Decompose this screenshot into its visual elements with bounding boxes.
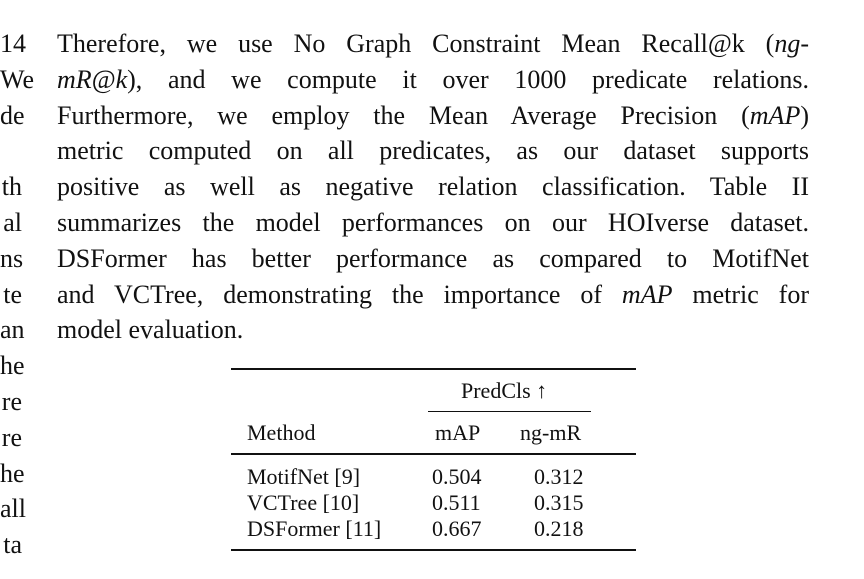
table-col-map: mAP	[435, 420, 481, 445]
paragraph-line	[57, 241, 809, 277]
table-row-ngmr: 0.315	[534, 490, 584, 515]
left-column-fragment: he	[0, 351, 25, 381]
text-run: )	[800, 100, 809, 130]
text-run: DSFormer has better performance as compared to MotifNet	[57, 243, 809, 273]
table-bottom-rule	[231, 549, 636, 551]
italic-term: mAP	[621, 279, 673, 309]
italic-term: mAP	[749, 100, 801, 130]
table-col-ngmr: ng-mR	[520, 420, 582, 445]
table-row-ngmr: 0.218	[534, 516, 584, 541]
table-group-rule	[428, 411, 591, 412]
paragraph-line	[57, 312, 809, 348]
table-row-map: 0.511	[432, 490, 481, 515]
left-column-fragment: re	[1, 422, 22, 452]
left-column-fragments	[0, 26, 34, 563]
left-column-fragment: 14	[0, 29, 26, 58]
left-column-fragment: de	[0, 100, 25, 130]
left-column-fragment: te	[3, 279, 22, 309]
left-column-fragment: al	[3, 207, 22, 237]
italic-term: ng-	[774, 29, 809, 58]
table-top-rule	[231, 368, 636, 370]
text-run: positive as well as negative relation classification. Table II	[57, 172, 809, 202]
body-paragraph	[57, 26, 809, 348]
left-column-fragment	[0, 133, 22, 169]
text-run: summarizes the model performances on our HOIverse dataset.	[57, 207, 809, 237]
text-run: Furthermore, we employ the Mean Average Precision (	[57, 100, 750, 130]
table-row-map: 0.504	[432, 464, 482, 489]
paragraph-line	[57, 277, 809, 313]
text-run: Therefore, we use No Graph Constraint Mean Recall@k (	[57, 29, 775, 58]
left-column-fragment: ta	[3, 530, 22, 560]
table-row-ngmr: 0.312	[534, 464, 584, 489]
table-row-map: 0.667	[432, 516, 482, 541]
left-column-fragment: th	[1, 172, 22, 202]
text-run: metric for	[672, 279, 809, 309]
italic-term: mR@k	[57, 64, 128, 94]
table-row-method: DSFormer [11]	[247, 516, 382, 541]
left-column-fragment: all	[0, 494, 26, 524]
text-run: and VCTree, demonstrating the importance of	[57, 279, 622, 309]
paragraph-line	[57, 26, 809, 62]
text-run: model evaluation.	[57, 315, 244, 345]
text-run: ), and we compute it over 1000 predicate relations.	[127, 64, 809, 94]
table-header-rule	[231, 453, 636, 455]
text-run: metric computed on all predicates, as our dataset supports	[57, 136, 809, 166]
left-column-fragment: an	[0, 315, 25, 345]
table-row-method: VCTree [10]	[247, 490, 360, 515]
left-column-fragment: re	[1, 386, 22, 416]
paragraph-line	[57, 169, 809, 205]
paragraph-line	[57, 205, 809, 241]
paragraph-line	[57, 98, 809, 134]
left-column-fragment: he	[0, 458, 25, 488]
left-column-fragment: We	[0, 64, 34, 94]
table-row-method: MotifNet [9]	[247, 464, 361, 489]
table-col-method: Method	[247, 420, 316, 445]
paragraph-line	[57, 62, 809, 98]
table-group-header: PredCls ↑	[461, 378, 548, 403]
left-column-fragment: ns	[0, 243, 24, 273]
paragraph-line	[57, 133, 809, 169]
